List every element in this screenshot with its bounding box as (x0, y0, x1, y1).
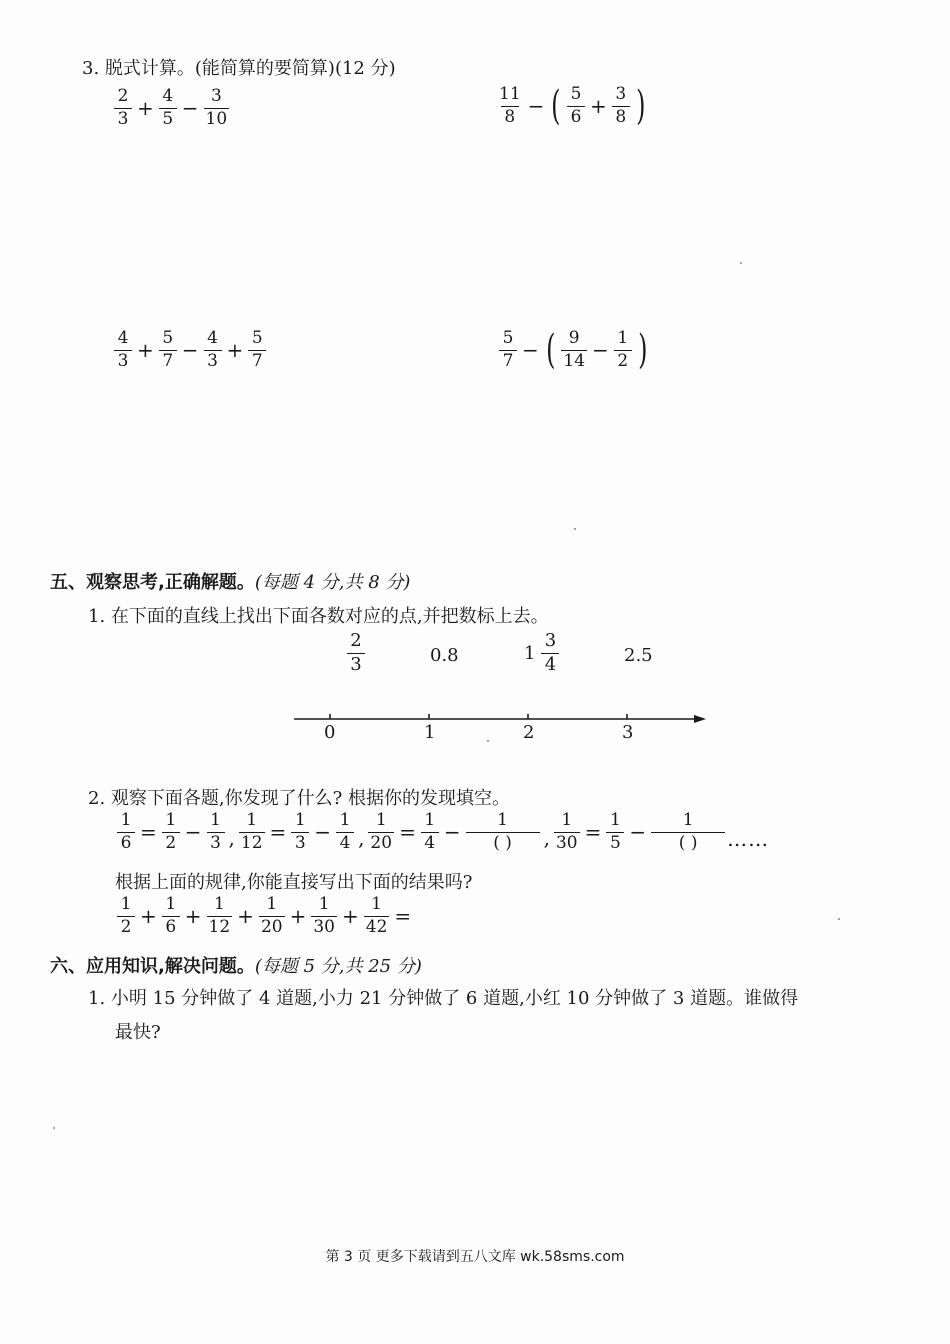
scan-speck (574, 528, 576, 530)
arrow-icon (694, 715, 706, 723)
fraction: $\frac{2}{3}$ (114, 88, 132, 129)
number-0-8: 0.8 (430, 645, 459, 666)
s6-question-1-line-1: 1. 小明 15 分钟做了 4 道题,小力 21 分钟做了 6 道题,小红 10 分钟做了 3 道题。谁做得 (88, 988, 799, 1009)
section-6-heading: 六、应用知识,解决问题。(每题 5 分,共 25 分) (50, 956, 422, 977)
s5-question-2: 2. 观察下面各题,你发现了什么? 根据你的发现填空。 (88, 788, 510, 809)
page-footer: 第 3 页 更多下载请到五八文库 wk.58sms.com (325, 1249, 625, 1265)
fraction: $\frac{4}{5}$ (159, 88, 177, 129)
section-5-heading: 五、观察思考,正确解题。(每题 4 分,共 8 分) (50, 572, 411, 593)
fraction: $\frac{5}{7}$ (159, 330, 177, 371)
fraction: $\frac{5}{7}$ (499, 330, 517, 371)
sum-expression: $\frac{1}{2}$ + $\frac{1}{6}$ + $\frac{1}{12}$ + $\frac{1}{20}$ + $\frac{1}{30}$ + $\frac{1}{42}$ = (115, 896, 414, 937)
tick-label: 1 (424, 722, 436, 743)
scan-speck (53, 1127, 55, 1129)
pattern-row: $\frac{1}{6}$ = $\frac{1}{2}$ − $\frac{1}{3}$ , $\frac{1}{12}$ = $\frac{1}{3}$ − $\frac{1}{4}$ , $\frac{1}{20}$ = $\frac{1}{4}$ − $\frac{1}{( )}$ , $\frac{1}{30}$ = $\frac{1}{5}$ − $\frac{1}{( )}$ …… (115, 812, 769, 853)
blank-fraction: $\frac{1}{( )}$ (651, 812, 725, 853)
number-line (290, 708, 710, 748)
tick-label: 0 (324, 722, 336, 743)
fraction: $\frac{11}{8}$ (499, 84, 521, 127)
tick-label: 2 (523, 722, 535, 743)
fraction: $\frac{4}{3}$ (204, 330, 222, 371)
s6-question-1-line-2: 最快? (115, 1022, 161, 1043)
blank-fraction: $\frac{1}{( )}$ (466, 812, 540, 853)
fraction: $\frac{3}{10}$ (205, 86, 228, 129)
expression-2: $\frac{11}{8}$ − ( $\frac{5}{6}$ + $\frac{3}{8}$ ) (499, 83, 646, 130)
q3-title: 3. 脱式计算。(能简算的要简算)(12 分) (82, 58, 396, 79)
fraction: $\frac{9}{14}$ (563, 328, 586, 371)
fraction: $\frac{5}{7}$ (248, 330, 266, 371)
tick-label: 3 (622, 722, 634, 743)
expression-1: $\frac{2}{3}$ + $\frac{4}{5}$ − $\frac{3}{10}$ (112, 88, 231, 129)
expression-4: $\frac{5}{7}$ − ( $\frac{9}{14}$ − $\frac{1}{2}$ ) (497, 330, 651, 371)
scan-speck (487, 740, 489, 742)
expression-3: $\frac{4}{3}$ + $\frac{5}{7}$ − $\frac{4}{3}$ + $\frac{5}{7}$ (112, 330, 268, 371)
s5-question-1: 1. 在下面的直线上找出下面各数对应的点,并把数标上去。 (88, 606, 549, 627)
scan-speck (740, 262, 742, 264)
fraction: $\frac{3}{8}$ (612, 86, 630, 127)
number-two-thirds: $\frac{2}{3}$ (345, 632, 367, 675)
number-one-three-quarters: 1 $\frac{3}{4}$ (524, 632, 561, 675)
scan-speck (838, 918, 840, 920)
fraction: $\frac{5}{6}$ (567, 86, 585, 127)
fraction: $\frac{1}{2}$ (614, 330, 632, 371)
number-2-5: 2.5 (624, 645, 653, 666)
s5-question-2b: 根据上面的规律,你能直接写出下面的结果吗? (115, 872, 473, 893)
fraction: $\frac{4}{3}$ (114, 330, 132, 371)
